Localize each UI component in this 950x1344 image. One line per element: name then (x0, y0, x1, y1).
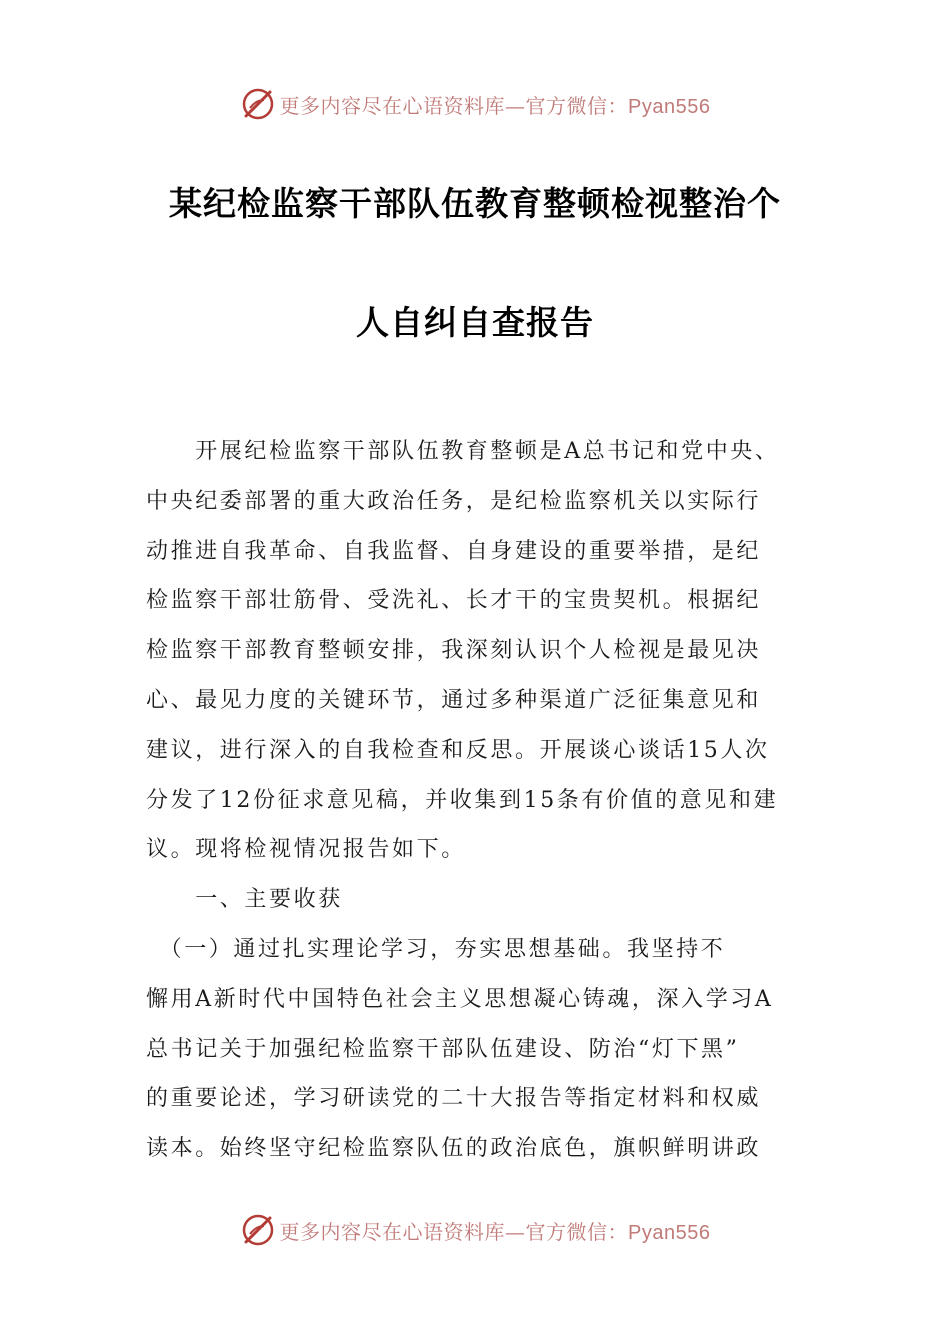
body-line: 总书记关于加强纪检监察干部队伍建设、防治“灯下黑” (146, 1036, 740, 1062)
body-line: 读本。始终坚守纪检监察队伍的政治底色，旗帜鲜明讲政 (146, 1136, 762, 1162)
subsection-heading: （一）通过扎实理论学习，夯实思想基础。我坚持不 (146, 936, 726, 962)
body-line: 心、最见力度的关键环节，通过多种渠道广泛征集意见和 (146, 687, 762, 713)
watermark-banner-bottom (0, 1210, 950, 1250)
body-line: 分发了12份征求意见稿，并收集到15条有价值的意见和建 (146, 787, 779, 813)
body-line: 建议，进行深入的自我检查和反思。开展谈心谈话15人次 (146, 737, 770, 763)
document-body (146, 427, 810, 1174)
watermark-text: 更多内容尽在心语资料库—官方微信：Pyan556 (279, 1219, 711, 1244)
document-title-line-1: 某纪检监察干部队伍教育整顿检视整治个 (169, 184, 781, 223)
body-line: 中央纪委部署的重大政治任务，是纪检监察机关以实际行 (146, 488, 762, 514)
watermark-banner-top (0, 84, 950, 124)
pen-logo-icon (240, 1212, 276, 1248)
body-line: 议。现将检视情况报告如下。 (146, 837, 466, 863)
body-line: 动推进自我革命、自我监督、自身建设的重要举措，是纪 (146, 538, 762, 564)
watermark-text: 更多内容尽在心语资料库—官方微信：Pyan556 (279, 93, 711, 118)
body-line: 懈用A新时代中国特色社会主义思想凝心铸魂，深入学习A (146, 986, 774, 1012)
body-line: 开展纪检监察干部队伍教育整顿是A总书记和党中央、 (146, 439, 780, 464)
body-line: 检监察干部教育整顿安排，我深刻认识个人检视是最见决 (146, 638, 762, 664)
body-line: 检监察干部壮筋骨、受洗礼、长才干的宝贵契机。根据纪 (146, 588, 762, 614)
body-line: 的重要论述，学习研读党的二十大报告等指定材料和权威 (146, 1086, 762, 1112)
pen-logo-icon (240, 86, 276, 122)
document-title-line-2: 人自纠自查报告 (356, 303, 594, 342)
section-heading: 一、主要收获 (146, 887, 343, 913)
